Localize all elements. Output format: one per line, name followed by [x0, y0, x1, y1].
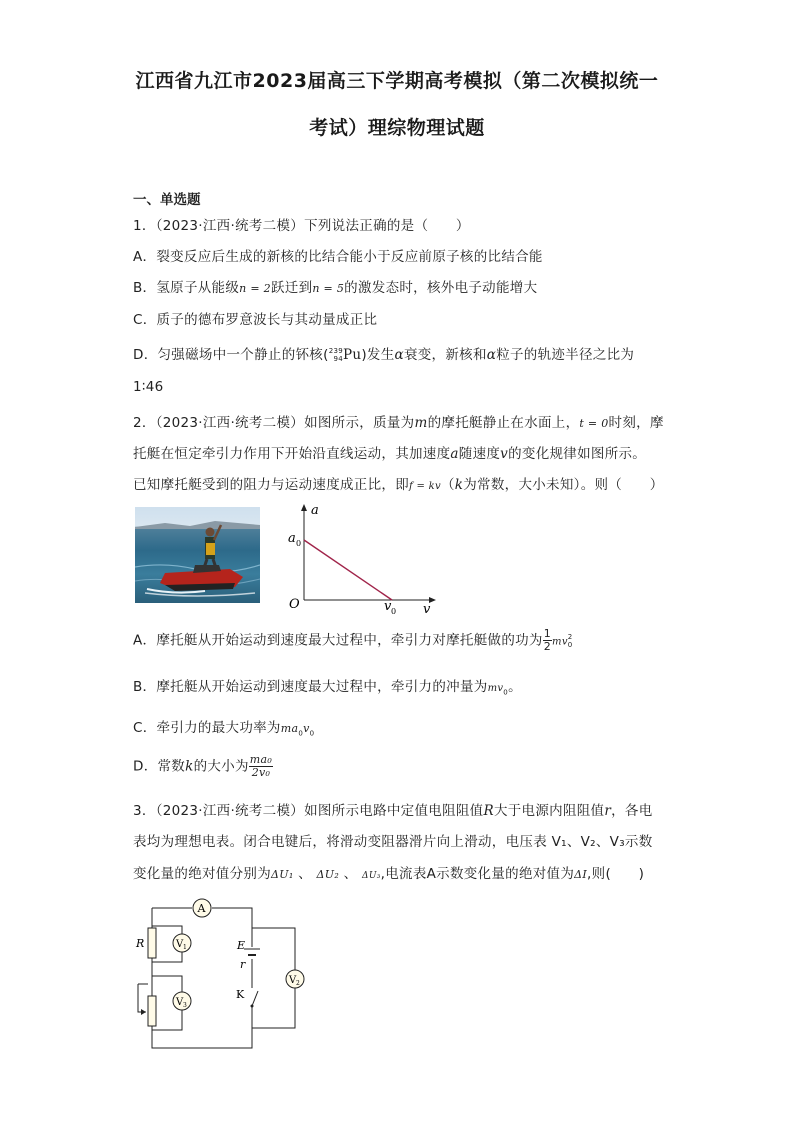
q3-l3-text-2: ,电流表A示数变化量的绝对值为: [380, 866, 575, 882]
q2-c-sub1: 0: [298, 729, 304, 738]
v2-label: V: [289, 975, 297, 986]
ammeter-label: A: [197, 902, 206, 915]
jet-ski-illustration: [135, 507, 260, 603]
q3-l3-du1: ΔU₁: [271, 868, 294, 881]
q1-d-element: Pu: [342, 347, 362, 363]
q3-l3-du2: ΔU₂: [316, 868, 340, 881]
q2-l2-v: v: [500, 446, 509, 462]
q2-l3-text-2: （: [440, 477, 455, 493]
x-intercept-label: v: [384, 599, 392, 614]
y-axis-arrow: [301, 504, 307, 511]
x-intercept-sub: 0: [391, 607, 397, 616]
q1-d-text-4: 粒子的轨迹半径之比为: [496, 347, 635, 363]
q1-d-text-1: D．匀强磁场中一个静止的钚核: [133, 347, 324, 363]
q2-l1-m: m: [414, 415, 428, 431]
q3-l3-du3: ΔU₃: [362, 871, 381, 881]
q2-option-d: [133, 754, 273, 779]
q2-option-b: [133, 675, 522, 697]
q2-c-sub2: 0: [309, 729, 315, 738]
q2-a-mv: mv: [552, 636, 568, 648]
q2-stem-line3: [133, 473, 664, 493]
q2-a-frac-den: 2: [543, 640, 552, 653]
y-intercept-label: a: [288, 531, 296, 546]
q2-l3-text-1: 已知摩托艇受到的阻力与运动速度成正比，即: [133, 477, 409, 493]
q2-a-subsup: [568, 633, 573, 649]
y-axis-label: a: [311, 503, 319, 518]
q2-option-a: [133, 628, 573, 653]
q3-l3-text-3: ,则( ): [587, 866, 645, 882]
q2-b-end: 。: [508, 679, 522, 695]
x-axis-label: v: [423, 602, 431, 616]
q2-l3-text-3: 为常数，大小未知）。则（ ）: [463, 477, 664, 493]
q2-c-ma: ma: [280, 722, 299, 735]
wire-v2-bottom: [252, 988, 295, 1028]
q1-d-alpha-2: α: [486, 347, 497, 363]
q2-l2-a: a: [450, 446, 459, 462]
q2-l2-text-1: 托艇在恒定牵引力作用下开始沿直线运动，其加速度: [133, 446, 451, 462]
q1-d-alpha-1: α: [394, 347, 404, 363]
switch-label: K: [236, 988, 245, 1001]
q2-d-frac-num: ma₀: [249, 753, 273, 766]
page-title: 江西省九江市2023届高三下学期高考模拟（第二次模拟统一: [135, 70, 659, 92]
wire-v3-top: [152, 976, 182, 992]
q2-a-frac-num: 1: [543, 627, 552, 640]
section-heading: 一、单选题: [133, 192, 201, 208]
q2-d-fraction: [249, 754, 273, 779]
q2-stem-line2: [133, 442, 646, 462]
q1-b-text-2: 跃迁到: [270, 280, 313, 296]
q3-l3-text-1: 变化量的绝对值分别为: [133, 866, 271, 882]
q1-b-text-3: 的激发态时，核外电子动能增大: [344, 280, 538, 296]
circuit-diagram: [130, 892, 310, 1062]
v2-sub: 2: [296, 980, 300, 987]
resistor-R: [148, 928, 156, 958]
v3-sub: 3: [183, 1002, 187, 1009]
rheostat-arrow: [141, 1009, 146, 1015]
jet-ski-photo: [135, 507, 260, 603]
q1-option-a: A．裂变反应后生成的新核的比结合能小于反应前原子核的比结合能: [133, 249, 543, 265]
q1-d-nuclide-numbers: [329, 347, 343, 363]
q2-d-frac-den: 2v₀: [251, 766, 271, 779]
q1-option-c: C．质子的德布罗意波长与其动量成正比: [133, 312, 378, 328]
switch-pivot: [251, 1005, 254, 1008]
internal-r-label: r: [240, 958, 246, 971]
q2-a-sub: 0: [567, 640, 573, 649]
q2-d-text-2: 的大小为: [193, 758, 249, 775]
v1-label: V: [176, 939, 184, 950]
q1-d-ratio: 1∶46: [133, 379, 164, 395]
resistor-label: R: [136, 937, 145, 950]
q1-option-b: [133, 276, 537, 296]
q2-a-text: A．摩托艇从开始运动到速度最大过程中，牵引力对摩托艇做的功为: [133, 632, 543, 649]
q1-stem: 1．（2023·江西·统考二模）下列说法正确的是（ ）: [133, 218, 470, 234]
q2-b-sub: 0: [503, 688, 509, 697]
q2-a-sup: 2: [567, 632, 573, 641]
q2-l1-text-3: 时刻，摩: [608, 415, 664, 431]
y-intercept-sub: 0: [296, 539, 302, 548]
q1-d-charge-number: 94: [333, 355, 343, 363]
origin-label: O: [289, 597, 300, 612]
q1-b-text-1: B．氢原子从能级: [133, 280, 240, 296]
q3-l3-di: ΔI: [574, 868, 588, 881]
rheostat-slider-wire: [138, 984, 146, 1012]
q2-c-text: C．牵引力的最大功率为: [133, 720, 281, 736]
q2-b-text: B．摩托艇从开始运动到速度最大过程中，牵引力的冲量为: [133, 679, 488, 695]
q2-l2-text-2: 随速度: [458, 446, 501, 462]
v1-sub: 1: [183, 944, 187, 951]
emf-label: E: [237, 939, 246, 952]
a-v-graph: [284, 500, 444, 616]
q3-l1-text-2: 大于电源内阻阻值: [493, 803, 605, 819]
q2-l1-t: t = 0: [579, 417, 609, 430]
q1-b-n2: n = 5: [312, 282, 345, 295]
q2-a-fraction: [543, 628, 552, 653]
q3-l1-text-1: 3．（2023·江西·统考二模）如图所示电路中定值电阻阻值: [133, 803, 484, 819]
q2-stem-line1: [133, 411, 664, 431]
q2-l3-f: f = kv: [409, 481, 441, 492]
page-title-line2: 考试）理综物理试题: [309, 117, 485, 139]
q3-l1-r: r: [604, 803, 612, 819]
q3-stem-line1: [133, 799, 653, 819]
q1-b-n1: n = 2: [239, 282, 271, 295]
q1-d-mass-number: 239: [328, 347, 343, 355]
q2-c-v: v: [303, 722, 310, 735]
q3-l1-R: R: [483, 803, 494, 819]
q2-l1-text-1: 2．（2023·江西·统考二模）如图所示，质量为: [133, 415, 415, 431]
q2-l1-text-2: 的摩托艇静止在水面上，: [427, 415, 580, 431]
q2-d-k: k: [185, 758, 194, 775]
q2-l3-k: k: [454, 477, 464, 493]
q1-d-text-3: 衰变，新核和: [403, 347, 487, 363]
q3-stem-line3: 变化量的绝对值分别为ΔU₁ 、 ΔU₂ 、 ΔU₃,电流表A示数变化量的绝对值为ΔI,则( ): [133, 866, 645, 882]
a-v-line: [304, 540, 392, 600]
q3-l1-text-3: ，各电: [611, 803, 653, 819]
wire-loop: [152, 908, 252, 1048]
q3-stem-line2: 表均为理想电表。闭合电键后，将滑动变阻器滑片向上滑动，电压表 V₁、V₂、V₃示数: [133, 834, 653, 850]
q2-option-c: [133, 716, 314, 738]
v3-label: V: [176, 997, 184, 1008]
q1-option-d: D．匀强磁场中一个静止的钚核( 239 94 Pu)发生α衰变，新核和α粒子的轨迹半径之比为: [133, 347, 635, 363]
q2-d-text-1: D．常数: [133, 758, 186, 775]
q2-l2-text-3: 的变化规律如图所示。: [508, 446, 647, 462]
q1-d-text-2: 发生: [366, 347, 395, 363]
rheostat: [148, 996, 156, 1026]
q2-b-mv: mv: [487, 683, 504, 694]
